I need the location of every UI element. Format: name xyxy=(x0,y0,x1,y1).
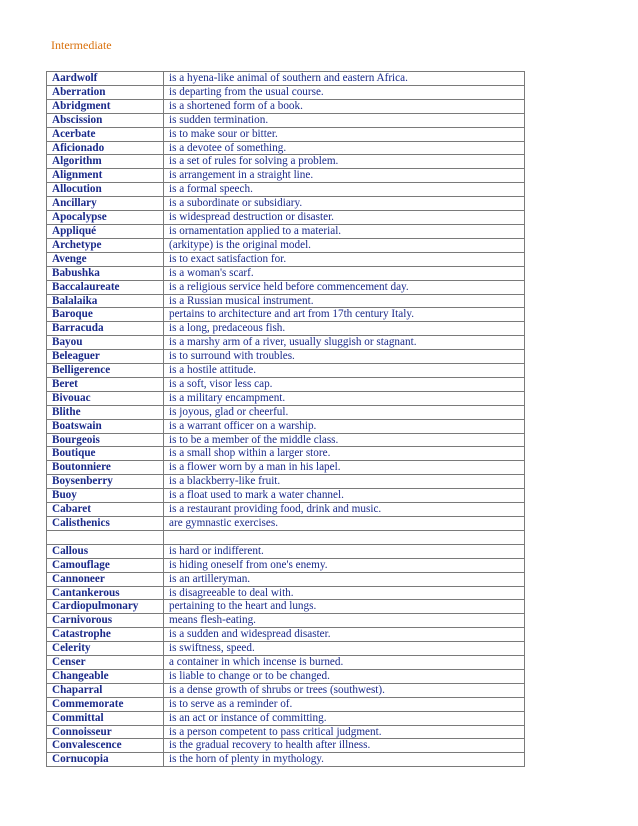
word-cell: Camouflage xyxy=(47,558,164,572)
definition-cell: is hard or indifferent. xyxy=(164,544,525,558)
word-cell: Abscission xyxy=(47,113,164,127)
page-heading: Intermediate xyxy=(51,38,112,52)
word-cell: Baccalaureate xyxy=(47,280,164,294)
table-row xyxy=(47,475,525,489)
word-cell: Apocalypse xyxy=(47,211,164,225)
word-cell: Aardwolf xyxy=(47,72,164,86)
table-row xyxy=(47,99,525,113)
word-cell: Appliqué xyxy=(47,224,164,238)
word-cell: Bivouac xyxy=(47,391,164,405)
word-cell: Balalaika xyxy=(47,294,164,308)
table-row xyxy=(47,683,525,697)
word-cell: Algorithm xyxy=(47,155,164,169)
word-cell: Bourgeois xyxy=(47,433,164,447)
definition-cell: pertaining to the heart and lungs. xyxy=(164,600,525,614)
word-cell: Aberration xyxy=(47,85,164,99)
definition-cell: is a marshy arm of a river, usually sluggish or stagnant. xyxy=(164,336,525,350)
word-cell: Bayou xyxy=(47,336,164,350)
table-row xyxy=(47,183,525,197)
definition-cell: is a formal speech. xyxy=(164,183,525,197)
word-cell: Avenge xyxy=(47,252,164,266)
table-row xyxy=(47,669,525,683)
table-row xyxy=(47,628,525,642)
definition-cell: is a float used to mark a water channel. xyxy=(164,489,525,503)
definition-cell: is a devotee of something. xyxy=(164,141,525,155)
definition-cell: pertains to architecture and art from 17th century Italy. xyxy=(164,308,525,322)
table-row xyxy=(47,85,525,99)
definition-cell: (arkitype) is the original model. xyxy=(164,238,525,252)
table-row xyxy=(47,753,525,767)
word-cell: Acerbate xyxy=(47,127,164,141)
word-cell: Cornucopia xyxy=(47,753,164,767)
word-cell: Convalescence xyxy=(47,739,164,753)
word-cell: Blithe xyxy=(47,405,164,419)
table-row xyxy=(47,238,525,252)
definition-cell: is a religious service held before commencement day. xyxy=(164,280,525,294)
definition-cell: is hiding oneself from one's enemy. xyxy=(164,558,525,572)
word-cell: Committal xyxy=(47,711,164,725)
definition-cell: is a subordinate or subsidiary. xyxy=(164,197,525,211)
definition-cell: is a restaurant providing food, drink and music. xyxy=(164,503,525,517)
definition-cell: is liable to change or to be changed. xyxy=(164,669,525,683)
definition-cell: is a flower worn by a man in his lapel. xyxy=(164,461,525,475)
word-cell: Alignment xyxy=(47,169,164,183)
word-cell: Cantankerous xyxy=(47,586,164,600)
vocabulary-table-body xyxy=(47,72,525,767)
word-cell: Calisthenics xyxy=(47,517,164,531)
table-row xyxy=(47,127,525,141)
word-cell: Abridgment xyxy=(47,99,164,113)
word-cell: Aficionado xyxy=(47,141,164,155)
table-row xyxy=(47,544,525,558)
word-cell: Ancillary xyxy=(47,197,164,211)
definition-cell: is a military encampment. xyxy=(164,391,525,405)
word-cell: Chaparral xyxy=(47,683,164,697)
table-row xyxy=(47,697,525,711)
word-cell: Boatswain xyxy=(47,419,164,433)
table-row xyxy=(47,364,525,378)
table-row xyxy=(47,141,525,155)
table-row xyxy=(47,405,525,419)
word-cell: Celerity xyxy=(47,642,164,656)
definition-cell: is arrangement in a straight line. xyxy=(164,169,525,183)
word-cell: Boutonniere xyxy=(47,461,164,475)
definition-cell: are gymnastic exercises. xyxy=(164,517,525,531)
definition-cell: is widespread destruction or disaster. xyxy=(164,211,525,225)
definition-cell: is a warrant officer on a warship. xyxy=(164,419,525,433)
table-row xyxy=(47,224,525,238)
table-row xyxy=(47,322,525,336)
table-row xyxy=(47,642,525,656)
definition-cell: is a blackberry-like fruit. xyxy=(164,475,525,489)
definition-cell: is a set of rules for solving a problem. xyxy=(164,155,525,169)
definition-cell: is joyous, glad or cheerful. xyxy=(164,405,525,419)
definition-cell: is a soft, visor less cap. xyxy=(164,377,525,391)
table-row xyxy=(47,280,525,294)
table-row xyxy=(47,252,525,266)
word-cell: Archetype xyxy=(47,238,164,252)
definition-cell: is an act or instance of committing. xyxy=(164,711,525,725)
definition-cell: is a small shop within a larger store. xyxy=(164,447,525,461)
table-row xyxy=(47,614,525,628)
table-row xyxy=(47,600,525,614)
definition-cell: is to be a member of the middle class. xyxy=(164,433,525,447)
word-cell xyxy=(47,530,164,544)
definition-cell: is swiftness, speed. xyxy=(164,642,525,656)
table-row xyxy=(47,294,525,308)
table-row xyxy=(47,656,525,670)
definition-cell: is the horn of plenty in mythology. xyxy=(164,753,525,767)
table-row xyxy=(47,503,525,517)
table-row xyxy=(47,419,525,433)
table-row xyxy=(47,572,525,586)
definition-cell: is a hyena-like animal of southern and eastern Africa. xyxy=(164,72,525,86)
word-cell: Connoisseur xyxy=(47,725,164,739)
table-row xyxy=(47,350,525,364)
table-row xyxy=(47,155,525,169)
vocabulary-table xyxy=(46,71,525,767)
table-row xyxy=(47,711,525,725)
definition-cell: is an artilleryman. xyxy=(164,572,525,586)
word-cell: Allocution xyxy=(47,183,164,197)
table-row xyxy=(47,113,525,127)
word-cell: Commemorate xyxy=(47,697,164,711)
definition-cell xyxy=(164,530,525,544)
word-cell: Barracuda xyxy=(47,322,164,336)
word-cell: Catastrophe xyxy=(47,628,164,642)
table-row xyxy=(47,739,525,753)
word-cell: Boysenberry xyxy=(47,475,164,489)
table-row xyxy=(47,433,525,447)
definition-cell: is the gradual recovery to health after illness. xyxy=(164,739,525,753)
definition-cell: is to make sour or bitter. xyxy=(164,127,525,141)
word-cell: Callous xyxy=(47,544,164,558)
word-cell: Cannoneer xyxy=(47,572,164,586)
table-row xyxy=(47,197,525,211)
table-row xyxy=(47,558,525,572)
definition-cell: is departing from the usual course. xyxy=(164,85,525,99)
table-row xyxy=(47,377,525,391)
table-row xyxy=(47,489,525,503)
definition-cell: is to serve as a reminder of. xyxy=(164,697,525,711)
table-row xyxy=(47,586,525,600)
table-row xyxy=(47,211,525,225)
definition-cell: is a woman's scarf. xyxy=(164,266,525,280)
table-row xyxy=(47,461,525,475)
word-cell: Changeable xyxy=(47,669,164,683)
definition-cell: is to exact satisfaction for. xyxy=(164,252,525,266)
word-cell: Censer xyxy=(47,656,164,670)
word-cell: Cardiopulmonary xyxy=(47,600,164,614)
word-cell: Beleaguer xyxy=(47,350,164,364)
table-row xyxy=(47,725,525,739)
table-row xyxy=(47,72,525,86)
definition-cell: is a sudden and widespread disaster. xyxy=(164,628,525,642)
definition-cell: means flesh-eating. xyxy=(164,614,525,628)
definition-cell: is a Russian musical instrument. xyxy=(164,294,525,308)
word-cell: Beret xyxy=(47,377,164,391)
word-cell: Carnivorous xyxy=(47,614,164,628)
word-cell: Belligerence xyxy=(47,364,164,378)
word-cell: Cabaret xyxy=(47,503,164,517)
table-row xyxy=(47,169,525,183)
definition-cell: is to surround with troubles. xyxy=(164,350,525,364)
definition-cell: is a hostile attitude. xyxy=(164,364,525,378)
word-cell: Baroque xyxy=(47,308,164,322)
definition-cell: is a shortened form of a book. xyxy=(164,99,525,113)
definition-cell: is a person competent to pass critical judgment. xyxy=(164,725,525,739)
table-row xyxy=(47,530,525,544)
definition-cell: is ornamentation applied to a material. xyxy=(164,224,525,238)
word-cell: Buoy xyxy=(47,489,164,503)
table-row xyxy=(47,308,525,322)
table-row xyxy=(47,266,525,280)
table-row xyxy=(47,447,525,461)
table-row xyxy=(47,336,525,350)
definition-cell: is disagreeable to deal with. xyxy=(164,586,525,600)
definition-cell: is sudden termination. xyxy=(164,113,525,127)
table-row xyxy=(47,391,525,405)
definition-cell: a container in which incense is burned. xyxy=(164,656,525,670)
table-row xyxy=(47,517,525,531)
definition-cell: is a dense growth of shrubs or trees (southwest). xyxy=(164,683,525,697)
definition-cell: is a long, predaceous fish. xyxy=(164,322,525,336)
word-cell: Boutique xyxy=(47,447,164,461)
word-cell: Babushka xyxy=(47,266,164,280)
